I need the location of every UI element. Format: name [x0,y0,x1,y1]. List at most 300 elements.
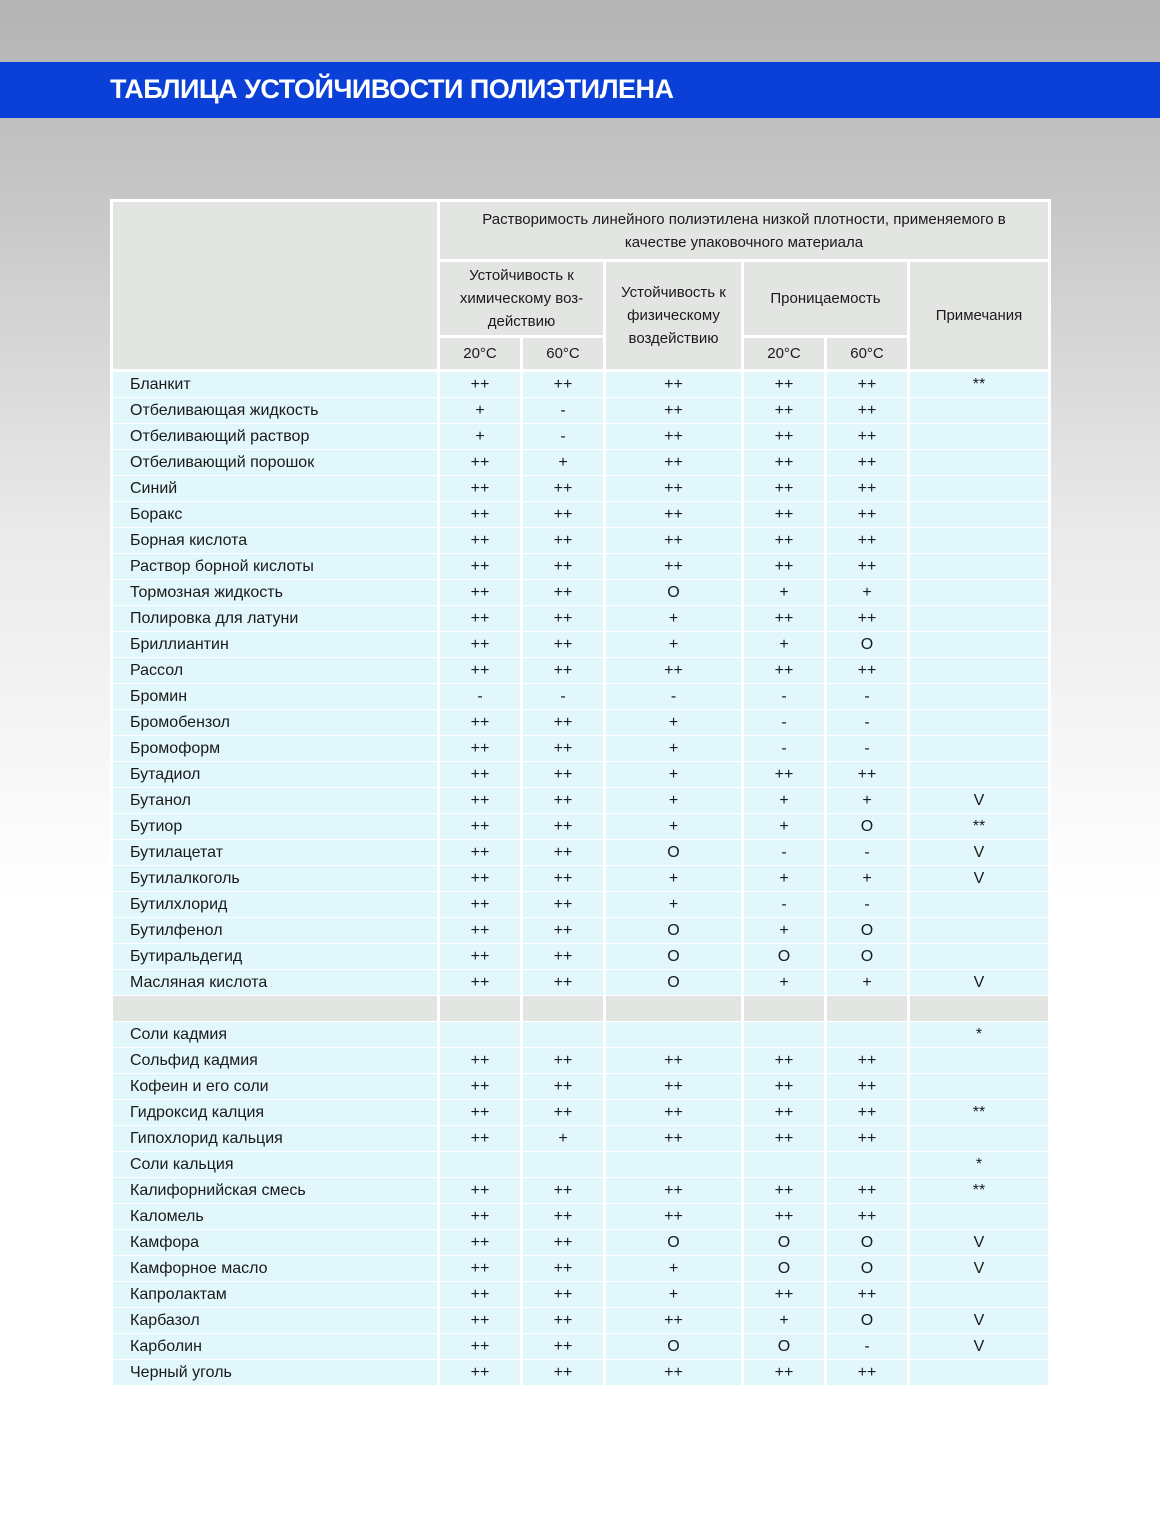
physical-value: + [605,814,743,840]
chem-20-value: ++ [439,580,522,606]
physical-value: O [605,970,743,996]
perm-60-value: O [826,918,909,944]
table-row [112,424,1050,450]
chem-60-value: ++ [522,658,605,684]
table-row [112,970,1050,996]
chem-60-value: ++ [522,476,605,502]
table-row [112,606,1050,632]
physical-value: ++ [605,371,743,398]
perm-20-value: - [743,892,826,918]
table-row [112,476,1050,502]
substance-name: Капролактам [112,1282,439,1308]
note-value: ** [909,814,1050,840]
table-row [112,1100,1050,1126]
table-row [112,1074,1050,1100]
table-row [112,1204,1050,1230]
chem-20-value: ++ [439,1256,522,1282]
col-header-notes: Примечания [909,261,1050,371]
chem-20-value: ++ [439,918,522,944]
perm-60-value: O [826,1308,909,1334]
perm-20-value: + [743,866,826,892]
note-value: V [909,840,1050,866]
note-value: V [909,1334,1050,1360]
perm-20-value: + [743,632,826,658]
physical-value: ++ [605,554,743,580]
table-row [112,1282,1050,1308]
perm-60-value: ++ [826,424,909,450]
chem-60-value: ++ [522,1100,605,1126]
note-value [909,554,1050,580]
table-row [112,1048,1050,1074]
chem-60-value [522,1152,605,1178]
perm-20-value: + [743,580,826,606]
perm-60-value: ++ [826,502,909,528]
note-value [909,424,1050,450]
table-row [112,1022,1050,1048]
chem-20-value: ++ [439,1360,522,1386]
chem-60-value: ++ [522,1334,605,1360]
substance-name: Бромоформ [112,736,439,762]
perm-60-value: ++ [826,606,909,632]
table-row [112,450,1050,476]
perm-20-value: O [743,944,826,970]
substance-name: Карболин [112,1334,439,1360]
perm-20-value: ++ [743,476,826,502]
perm-60-value: ++ [826,1100,909,1126]
chem-20-value: ++ [439,788,522,814]
physical-value: + [605,1282,743,1308]
physical-value: + [605,866,743,892]
chem-20-value: ++ [439,658,522,684]
table-row [112,736,1050,762]
chem-60-value: ++ [522,944,605,970]
substance-name: Борная кислота [112,528,439,554]
physical-value: + [605,606,743,632]
perm-20-value: - [743,840,826,866]
perm-20-value: + [743,970,826,996]
chem-60-value: ++ [522,840,605,866]
perm-60-value: ++ [826,1360,909,1386]
physical-value: ++ [605,450,743,476]
perm-60-value: ++ [826,528,909,554]
substance-name: Гипохлорид кальция [112,1126,439,1152]
chem-60-value: ++ [522,1282,605,1308]
perm-20-value: ++ [743,1074,826,1100]
chem-60-value: ++ [522,1360,605,1386]
note-value [909,684,1050,710]
substance-name: Полировка для латуни [112,606,439,632]
chem-temp-20: 20°C [439,337,522,371]
note-value [909,736,1050,762]
note-value: V [909,866,1050,892]
note-value [909,632,1050,658]
table-row [112,371,1050,398]
chem-20-value: ++ [439,840,522,866]
perm-20-value: ++ [743,606,826,632]
chem-60-value: - [522,398,605,424]
substance-name: Камфора [112,1230,439,1256]
perm-20-value: O [743,1334,826,1360]
substance-name: Бутиральдегид [112,944,439,970]
physical-value: ++ [605,658,743,684]
physical-value: + [605,632,743,658]
substance-name: Черный уголь [112,1360,439,1386]
physical-value: O [605,918,743,944]
perm-20-value: + [743,788,826,814]
table-row [112,554,1050,580]
substance-name: Бриллиантин [112,632,439,658]
chem-60-value: ++ [522,632,605,658]
note-value [909,892,1050,918]
substance-name: Бутиор [112,814,439,840]
perm-20-value: ++ [743,424,826,450]
substance-name: Бутилфенол [112,918,439,944]
perm-20-value: + [743,1308,826,1334]
perm-60-value [826,1022,909,1048]
separator-row [112,996,1050,1022]
perm-60-value: O [826,632,909,658]
perm-20-value: ++ [743,1178,826,1204]
chem-60-value: ++ [522,814,605,840]
table-row [112,1126,1050,1152]
substance-name: Соли кадмия [112,1022,439,1048]
perm-20-value: + [743,814,826,840]
chem-60-value: ++ [522,528,605,554]
physical-value: ++ [605,1048,743,1074]
resistance-table [110,199,1051,1386]
physical-value: ++ [605,1360,743,1386]
substance-name: Отбеливающий раствор [112,424,439,450]
note-value: * [909,1022,1050,1048]
substance-name: Отбеливающая жидкость [112,398,439,424]
table-row [112,788,1050,814]
note-value [909,606,1050,632]
substance-name: Каломель [112,1204,439,1230]
chem-20-value: ++ [439,1308,522,1334]
perm-20-value [743,1022,826,1048]
chem-20-value: ++ [439,970,522,996]
perm-60-value: ++ [826,1048,909,1074]
perm-60-value: ++ [826,398,909,424]
note-value [909,450,1050,476]
perm-20-value: ++ [743,528,826,554]
resistance-table-container [110,199,1048,1386]
chem-20-value: + [439,424,522,450]
substance-name: Камфорное масло [112,1256,439,1282]
perm-60-value: - [826,840,909,866]
substance-name: Синий [112,476,439,502]
perm-60-value: ++ [826,1074,909,1100]
chem-60-value: ++ [522,1308,605,1334]
note-value [909,1282,1050,1308]
note-value [909,580,1050,606]
perm-60-value: ++ [826,1126,909,1152]
substance-name: Масляная кислота [112,970,439,996]
note-value [909,762,1050,788]
table-body [112,371,1050,1386]
perm-60-value: + [826,970,909,996]
substance-name: Кофеин и его соли [112,1074,439,1100]
table-row [112,528,1050,554]
substance-name: Гидроксид калция [112,1100,439,1126]
chem-20-value: ++ [439,1074,522,1100]
substance-name: Тормозная жидкость [112,580,439,606]
physical-value: - [605,684,743,710]
perm-60-value: - [826,1334,909,1360]
chem-temp-60: 60°C [522,337,605,371]
chem-60-value: + [522,1126,605,1152]
table-row [112,710,1050,736]
col-header-permeability: Проницаемость [743,261,909,337]
chem-20-value: ++ [439,1126,522,1152]
perm-20-value: ++ [743,762,826,788]
chem-20-value: ++ [439,1204,522,1230]
note-value: ** [909,1178,1050,1204]
physical-value: + [605,762,743,788]
perm-60-value: - [826,892,909,918]
chem-60-value: ++ [522,1230,605,1256]
chem-60-value: ++ [522,866,605,892]
physical-value [605,1152,743,1178]
chem-60-value: ++ [522,1074,605,1100]
physical-value: ++ [605,476,743,502]
table-row [112,944,1050,970]
chem-60-value: ++ [522,554,605,580]
perm-60-value: O [826,1256,909,1282]
chem-60-value: - [522,424,605,450]
table-row [112,580,1050,606]
separator-cell [112,996,439,1022]
perm-60-value: ++ [826,554,909,580]
chem-20-value: ++ [439,554,522,580]
table-row [112,1178,1050,1204]
perm-20-value [743,1152,826,1178]
chem-20-value: ++ [439,736,522,762]
chem-20-value: ++ [439,450,522,476]
physical-value [605,1022,743,1048]
physical-value: O [605,944,743,970]
chem-60-value: ++ [522,371,605,398]
physical-value: ++ [605,1308,743,1334]
perm-temp-20: 20°C [743,337,826,371]
perm-60-value: + [826,866,909,892]
chem-20-value [439,1152,522,1178]
chem-60-value: ++ [522,1256,605,1282]
note-value: V [909,1308,1050,1334]
perm-60-value: ++ [826,1178,909,1204]
chem-20-value: ++ [439,1048,522,1074]
perm-20-value: ++ [743,1048,826,1074]
perm-20-value: O [743,1230,826,1256]
chem-60-value: ++ [522,1178,605,1204]
table-row [112,1334,1050,1360]
page-title: ТАБЛИЦА УСТОЙЧИВОСТИ ПОЛИЭТИЛЕНА [110,74,674,104]
chem-20-value: ++ [439,710,522,736]
substance-name: Бутадиол [112,762,439,788]
chem-60-value: ++ [522,918,605,944]
chem-20-value: ++ [439,606,522,632]
title-banner [0,62,1160,118]
physical-value: ++ [605,1074,743,1100]
table-row [112,762,1050,788]
table-row [112,632,1050,658]
table-row [112,502,1050,528]
perm-20-value: ++ [743,1126,826,1152]
perm-20-value: ++ [743,1360,826,1386]
physical-value: ++ [605,1126,743,1152]
note-value [909,476,1050,502]
note-value [909,502,1050,528]
physical-value: O [605,840,743,866]
perm-20-value: ++ [743,658,826,684]
table-row [112,1360,1050,1386]
substance-name: Бутилалкоголь [112,866,439,892]
chem-60-value: ++ [522,502,605,528]
table-row [112,398,1050,424]
perm-20-value: ++ [743,502,826,528]
perm-60-value: - [826,736,909,762]
note-value [909,398,1050,424]
perm-temp-60: 60°C [826,337,909,371]
perm-60-value: + [826,580,909,606]
perm-20-value: ++ [743,1204,826,1230]
chem-20-value: ++ [439,762,522,788]
note-value [909,1126,1050,1152]
perm-20-value: ++ [743,371,826,398]
note-value [909,1360,1050,1386]
table-row [112,814,1050,840]
perm-60-value: - [826,710,909,736]
substance-name: Калифорнийская смесь [112,1178,439,1204]
col-header-chemical: Устойчивость к химическому воз-действию [439,261,605,337]
chem-20-value: - [439,684,522,710]
chem-20-value: ++ [439,502,522,528]
perm-20-value: ++ [743,1282,826,1308]
physical-value: ++ [605,528,743,554]
perm-20-value: ++ [743,1100,826,1126]
chem-60-value: ++ [522,970,605,996]
physical-value: ++ [605,1204,743,1230]
table-row [112,866,1050,892]
substance-name: Бутилацетат [112,840,439,866]
perm-20-value: O [743,1256,826,1282]
perm-20-value: ++ [743,398,826,424]
table-row [112,1308,1050,1334]
substance-name: Раствор борной кислоты [112,554,439,580]
substance-name: Бромин [112,684,439,710]
substance-name: Сольфид кадмия [112,1048,439,1074]
chem-60-value: ++ [522,1204,605,1230]
chem-60-value: ++ [522,892,605,918]
perm-60-value: O [826,814,909,840]
note-value [909,1074,1050,1100]
table-row [112,1230,1050,1256]
substance-name: Бромобензол [112,710,439,736]
perm-60-value: ++ [826,762,909,788]
chem-60-value: ++ [522,736,605,762]
chem-60-value: ++ [522,1048,605,1074]
perm-60-value: ++ [826,1204,909,1230]
perm-20-value: ++ [743,450,826,476]
chem-20-value: ++ [439,866,522,892]
chem-20-value: ++ [439,1282,522,1308]
physical-value: ++ [605,502,743,528]
note-value [909,944,1050,970]
note-value: V [909,970,1050,996]
physical-value: + [605,736,743,762]
substance-name: Соли кальция [112,1152,439,1178]
table-row [112,840,1050,866]
perm-60-value: ++ [826,371,909,398]
note-value [909,1204,1050,1230]
note-value [909,658,1050,684]
chem-60-value [522,1022,605,1048]
table-row [112,1256,1050,1282]
physical-value: O [605,1334,743,1360]
perm-60-value: ++ [826,658,909,684]
chem-20-value: ++ [439,814,522,840]
chem-20-value: ++ [439,892,522,918]
chem-20-value: ++ [439,1178,522,1204]
chem-60-value: ++ [522,606,605,632]
table-row [112,658,1050,684]
perm-20-value: + [743,918,826,944]
substance-name: Рассол [112,658,439,684]
substance-name: Бутилхлорид [112,892,439,918]
group-header: Растворимость линейного полиэтилена низкой плотности, применяемого в качестве упаковочного материала [439,201,1050,261]
chem-20-value: ++ [439,528,522,554]
physical-value: ++ [605,398,743,424]
physical-value: ++ [605,424,743,450]
chem-60-value: ++ [522,710,605,736]
col-header-physical: Устойчивость к физическому воздействию [605,261,743,371]
substance-name: Карбазол [112,1308,439,1334]
perm-60-value: + [826,788,909,814]
perm-60-value: O [826,1230,909,1256]
chem-20-value: ++ [439,1100,522,1126]
perm-60-value: O [826,944,909,970]
separator-cell [522,996,605,1022]
physical-value: + [605,892,743,918]
physical-value: O [605,1230,743,1256]
note-value [909,528,1050,554]
note-value [909,918,1050,944]
note-value: ** [909,1100,1050,1126]
perm-60-value: ++ [826,450,909,476]
note-value: * [909,1152,1050,1178]
chem-60-value: - [522,684,605,710]
chem-20-value: ++ [439,944,522,970]
separator-cell [439,996,522,1022]
substance-name: Отбеливающий порошок [112,450,439,476]
chem-60-value: ++ [522,788,605,814]
chem-20-value: + [439,398,522,424]
note-value [909,1048,1050,1074]
table-row [112,918,1050,944]
physical-value: + [605,788,743,814]
chem-20-value: ++ [439,1230,522,1256]
note-value: V [909,1256,1050,1282]
table-row [112,1152,1050,1178]
physical-value: + [605,710,743,736]
note-value [909,710,1050,736]
chem-20-value: ++ [439,632,522,658]
chem-20-value: ++ [439,476,522,502]
perm-60-value: ++ [826,476,909,502]
substance-name: Боракс [112,502,439,528]
perm-60-value: ++ [826,1282,909,1308]
physical-value: ++ [605,1178,743,1204]
